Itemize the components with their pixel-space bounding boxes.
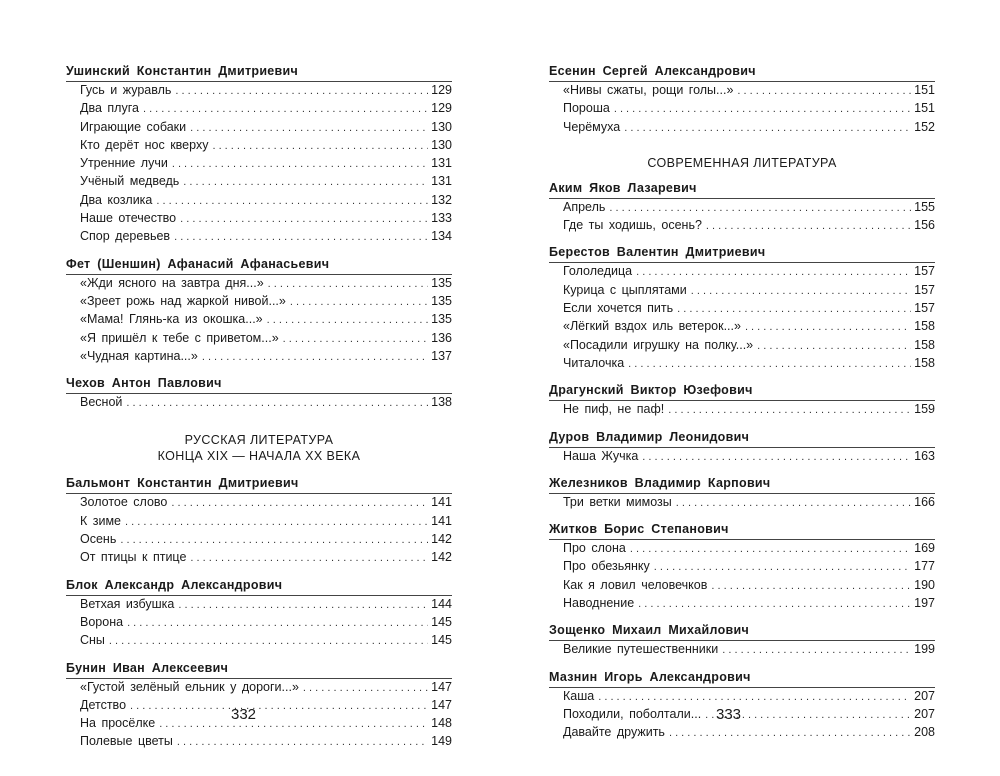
entry-title: Не пиф, не паф!	[563, 402, 665, 417]
toc-entry	[563, 724, 935, 742]
section-heading	[66, 432, 452, 464]
dot-leader	[212, 138, 428, 155]
entry-page-number: 129	[431, 101, 452, 116]
dot-leader	[171, 495, 428, 512]
entry-list	[549, 540, 935, 613]
toc-entry	[80, 330, 452, 348]
entry-title: Как я ловил человечков	[563, 577, 708, 592]
author-name: Мазнин Игорь Александрович	[549, 668, 935, 688]
section-heading-line: РУССКАЯ ЛИТЕРАТУРА	[184, 433, 334, 448]
entry-page-number: 199	[914, 642, 935, 657]
entry-page-number: 207	[914, 688, 935, 703]
entry-page-number: 159	[914, 402, 935, 417]
entry-title: Курица с цыплятами	[563, 282, 687, 297]
entry-page-number: 138	[431, 395, 452, 410]
entry-page-number: 129	[431, 83, 452, 97]
author-group	[549, 62, 935, 137]
toc-entry	[563, 82, 935, 100]
toc-entry	[80, 679, 452, 697]
toc-entry	[563, 318, 935, 336]
toc-entry	[563, 401, 935, 419]
author-name: Драгунский Виктор Юзефович	[549, 381, 935, 401]
entry-title: Читалочка	[563, 355, 625, 370]
dot-leader	[125, 514, 428, 531]
dot-leader	[628, 356, 911, 373]
entry-page-number: 155	[914, 199, 935, 214]
dot-leader	[668, 402, 911, 419]
entry-page-number: 131	[431, 174, 452, 189]
page-number-left: 332	[231, 706, 257, 723]
section-heading-line: СОВРЕМЕННАЯ ЛИТЕРАТУРА	[647, 155, 837, 170]
author-name: Фет (Шеншин) Афанасий Афанасьевич	[66, 255, 452, 275]
dot-leader	[303, 680, 428, 697]
author-group	[549, 520, 935, 613]
toc-entry	[563, 577, 935, 595]
dot-leader	[267, 312, 429, 329]
entry-title: Утренние лучи	[80, 156, 168, 171]
dot-leader	[268, 276, 428, 293]
toc-entry	[563, 540, 935, 558]
toc-entry	[80, 192, 452, 210]
entry-list	[66, 679, 452, 752]
entry-title: Походили, поболтали...	[563, 706, 702, 721]
entry-title: «Жди ясного на завтра дня...»	[80, 275, 264, 290]
entry-title: «Зреет рожь над жаркой нивой...»	[80, 293, 286, 308]
entry-page-number: 208	[914, 725, 935, 740]
toc-entry	[80, 549, 452, 567]
author-group	[66, 474, 452, 567]
toc-entry	[563, 688, 935, 706]
toc-entry	[80, 293, 452, 311]
entry-page-number: 136	[431, 330, 452, 345]
toc-entry	[80, 733, 452, 751]
toc-entry	[563, 199, 935, 217]
author-name: Зощенко Михаил Михайлович	[549, 621, 935, 641]
entry-list	[549, 199, 935, 236]
toc-entry	[80, 715, 452, 733]
entry-page-number: 148	[431, 716, 452, 731]
entry-title: Золотое слово	[80, 495, 168, 510]
entry-title: Два козлика	[80, 192, 153, 207]
entry-page-number: 158	[914, 319, 935, 334]
dot-leader	[202, 349, 428, 366]
entry-title: «Я пришёл к тебе с приветом...»	[80, 330, 279, 345]
author-group	[549, 474, 935, 512]
entry-page-number: 149	[431, 734, 452, 749]
dot-leader	[669, 725, 911, 742]
entry-list	[549, 688, 935, 743]
dot-leader	[691, 283, 911, 300]
dot-leader	[654, 559, 911, 576]
author-group	[549, 381, 935, 419]
entry-title: «Лёгкий вздох иль ветерок...»	[563, 319, 741, 334]
entry-page-number: 145	[431, 614, 452, 629]
entry-page-number: 133	[431, 211, 452, 226]
entry-page-number: 152	[914, 119, 935, 134]
entry-title: «Чудная картина...»	[80, 348, 198, 363]
entry-page-number: 151	[914, 101, 935, 116]
left-page-contents	[66, 62, 452, 760]
entry-page-number: 163	[914, 448, 935, 463]
author-group	[66, 659, 452, 752]
entry-list	[66, 82, 452, 247]
entry-list	[66, 394, 452, 412]
dot-leader	[130, 698, 428, 715]
dot-leader	[159, 716, 428, 733]
author-name: Бунин Иван Алексеевич	[66, 659, 452, 679]
toc-entry	[563, 558, 935, 576]
toc-entry	[80, 614, 452, 632]
dot-leader	[180, 211, 428, 228]
entry-page-number: 190	[914, 577, 935, 592]
dot-leader	[630, 541, 911, 558]
section-heading	[549, 155, 935, 171]
toc-entry	[80, 228, 452, 246]
entry-title: Кто дерёт нос кверху	[80, 137, 209, 152]
entry-page-number: 169	[914, 541, 935, 556]
entry-title: Играющие собаки	[80, 119, 187, 134]
entry-page-number: 157	[914, 282, 935, 297]
dot-leader	[624, 120, 911, 137]
entry-page-number: 135	[431, 293, 452, 308]
toc-entry	[80, 348, 452, 366]
section-heading-line: КОНЦА XIX — НАЧАЛА XX ВЕКА	[157, 449, 361, 464]
toc-entry	[563, 706, 935, 724]
author-name: Житков Борис Степанович	[549, 520, 935, 540]
entry-title: Сны	[80, 633, 105, 648]
entry-title: Великие путешественники	[563, 642, 719, 657]
dot-leader	[598, 689, 911, 706]
toc-entry	[563, 595, 935, 613]
entry-list	[66, 275, 452, 366]
entry-list	[549, 448, 935, 466]
toc-entry	[563, 263, 935, 281]
toc-entry	[563, 337, 935, 355]
toc-entry	[563, 641, 935, 659]
entry-page-number: 141	[431, 495, 452, 510]
dot-leader	[757, 338, 911, 355]
entry-title: Два плуга	[80, 101, 139, 116]
entry-list	[549, 494, 935, 512]
entry-page-number: 145	[431, 633, 452, 648]
entry-page-number: 131	[431, 156, 452, 171]
dot-leader	[172, 156, 428, 173]
entry-title: Где ты ходишь, осень?	[563, 218, 702, 233]
author-name: Блок Александр Александрович	[66, 576, 452, 596]
entry-title: «Густой зелёный ельник у дороги...»	[80, 679, 299, 694]
author-name: Дуров Владимир Леонидович	[549, 428, 935, 448]
toc-entry	[80, 311, 452, 329]
toc-entry	[80, 82, 452, 100]
entry-title: Черёмуха	[563, 119, 621, 134]
toc-entry	[80, 100, 452, 118]
toc-entry	[80, 513, 452, 531]
entry-title: Три ветки мимозы	[563, 494, 672, 509]
author-name: Ушинский Константин Дмитриевич	[66, 62, 452, 82]
entry-title: Апрель	[563, 199, 606, 214]
toc-entry	[563, 494, 935, 512]
dot-leader	[156, 193, 428, 210]
entry-title: «Посадили игрушку на полку...»	[563, 337, 754, 352]
entry-title: Весной	[80, 395, 123, 410]
dot-leader	[174, 229, 428, 246]
entry-title: Давайте дружить	[563, 725, 665, 740]
entry-list	[549, 401, 935, 419]
toc-entry	[563, 119, 935, 137]
author-name: Бальмонт Константин Дмитриевич	[66, 474, 452, 494]
toc-entry	[563, 282, 935, 300]
entry-page-number: 144	[431, 596, 452, 611]
toc-entry	[80, 596, 452, 614]
author-group	[549, 621, 935, 659]
dot-leader	[711, 578, 911, 595]
entry-page-number: 158	[914, 355, 935, 370]
entry-page-number: 142	[431, 532, 452, 547]
dot-leader	[126, 395, 428, 412]
author-group	[66, 62, 452, 247]
toc-entry	[80, 632, 452, 650]
author-name: Берестов Валентин Дмитриевич	[549, 243, 935, 263]
dot-leader	[283, 331, 428, 348]
entry-title: Наводнение	[563, 596, 635, 611]
entry-title: Пороша	[563, 101, 610, 116]
entry-list	[549, 641, 935, 659]
dot-leader	[127, 615, 428, 632]
entry-title: Спор деревьев	[80, 229, 171, 244]
dot-leader	[677, 301, 911, 318]
entry-page-number: 156	[914, 218, 935, 233]
author-group	[66, 255, 452, 366]
dot-leader	[177, 734, 428, 751]
dot-leader	[614, 101, 911, 118]
dot-leader	[120, 532, 428, 549]
entry-page-number: 147	[431, 679, 452, 694]
toc-entry	[80, 275, 452, 293]
dot-leader	[722, 642, 911, 659]
entry-title: Наше отечество	[80, 211, 177, 226]
dot-leader	[183, 174, 428, 191]
entry-list	[549, 82, 935, 137]
dot-leader	[737, 83, 911, 100]
author-name: Железников Владимир Карпович	[549, 474, 935, 494]
page-number-right: 333	[716, 706, 742, 723]
entry-list	[66, 494, 452, 567]
toc-entry	[80, 394, 452, 412]
author-name: Чехов Антон Павлович	[66, 374, 452, 394]
entry-title: Про обезьянку	[563, 559, 650, 574]
toc-entry	[563, 355, 935, 373]
entry-page-number: 158	[914, 337, 935, 352]
toc-entry	[80, 210, 452, 228]
entry-page-number: 142	[431, 550, 452, 565]
entry-title: На просёлке	[80, 716, 156, 731]
entry-page-number: 132	[431, 192, 452, 207]
toc-entry	[563, 217, 935, 235]
entry-title: Гусь и журавль	[80, 83, 172, 97]
right-page-contents	[549, 62, 935, 751]
entry-page-number: 137	[431, 348, 452, 363]
author-name: Есенин Сергей Александрович	[549, 62, 935, 82]
entry-title: «Мама! Глянь-ка из окошка...»	[80, 312, 263, 327]
dot-leader	[143, 101, 428, 118]
entry-title: Наша Жучка	[563, 448, 639, 463]
dot-leader	[109, 633, 428, 650]
dot-leader	[175, 83, 428, 100]
toc-entry	[563, 300, 935, 318]
author-group	[549, 428, 935, 466]
entry-page-number: 135	[431, 275, 452, 290]
toc-entry	[80, 155, 452, 173]
entry-page-number: 177	[914, 559, 935, 574]
entry-title: Осень	[80, 532, 117, 547]
toc-entry	[563, 448, 935, 466]
toc-entry	[80, 531, 452, 549]
entry-title: Гололедица	[563, 264, 633, 279]
dot-leader	[636, 264, 911, 281]
entry-title: Про слона	[563, 541, 626, 556]
author-name: Аким Яков Лазаревич	[549, 179, 935, 199]
entry-title: «Нивы сжаты, рощи голы...»	[563, 83, 734, 97]
entry-page-number: 147	[431, 697, 452, 712]
entry-page-number: 207	[914, 706, 935, 721]
dot-leader	[676, 495, 911, 512]
author-group	[66, 374, 452, 412]
entry-title: Полевые цветы	[80, 734, 173, 749]
entry-title: Если хочется пить	[563, 301, 674, 316]
dot-leader	[609, 200, 911, 217]
entry-title: К зиме	[80, 513, 122, 528]
dot-leader	[190, 550, 428, 567]
dot-leader	[290, 294, 428, 311]
toc-entry	[80, 119, 452, 137]
entry-page-number: 134	[431, 229, 452, 244]
entry-page-number: 151	[914, 83, 935, 97]
entry-page-number: 130	[431, 137, 452, 152]
toc-entry	[80, 494, 452, 512]
toc-entry	[563, 100, 935, 118]
entry-page-number: 197	[914, 596, 935, 611]
dot-leader	[638, 596, 911, 613]
entry-page-number: 135	[431, 312, 452, 327]
entry-title: Учёный медведь	[80, 174, 180, 189]
dot-leader	[178, 597, 428, 614]
dot-leader	[642, 449, 911, 466]
entry-page-number: 166	[914, 494, 935, 509]
author-group	[66, 576, 452, 651]
toc-entry	[80, 173, 452, 191]
toc-entry	[80, 137, 452, 155]
toc-entry	[80, 697, 452, 715]
entry-page-number: 141	[431, 513, 452, 528]
entry-title: От птицы к птице	[80, 550, 187, 565]
entry-page-number: 157	[914, 301, 935, 316]
entry-title: Детство	[80, 697, 127, 712]
entry-list	[66, 596, 452, 651]
author-group	[549, 179, 935, 236]
entry-title: Каша	[563, 688, 595, 703]
dot-leader	[745, 319, 911, 336]
dot-leader	[706, 218, 911, 235]
author-group	[549, 243, 935, 373]
entry-title: Ворона	[80, 614, 124, 629]
author-group	[549, 668, 935, 743]
entry-page-number: 130	[431, 119, 452, 134]
entry-list	[549, 263, 935, 373]
entry-title: Ветхая избушка	[80, 596, 175, 611]
dot-leader	[190, 120, 428, 137]
entry-page-number: 157	[914, 264, 935, 279]
